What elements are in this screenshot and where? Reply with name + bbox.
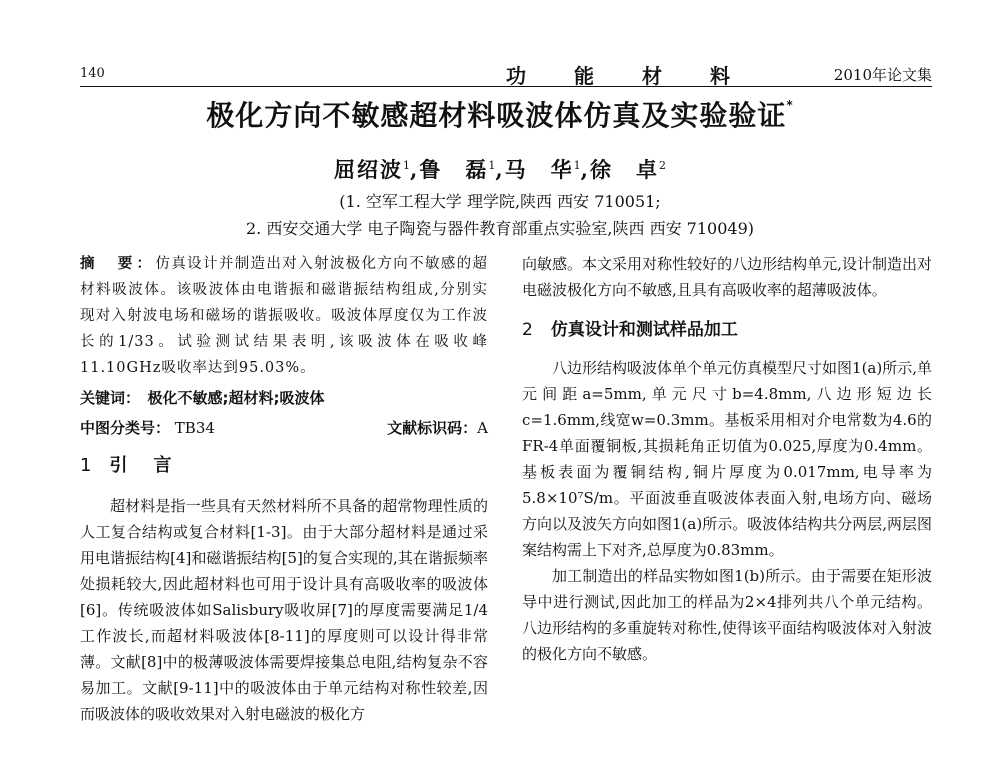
section-2-paragraph-2: 加工制造出的样品实物如图1(b)所示。由于需要在矩形波导中进行测试,因此加工的样品为2×4排列共八个单元结构。八边形结构的多重旋转对称性,使得该平面结构吸波体对入射波的极化方向不敏感。	[522, 567, 932, 663]
issue-label: 2010年论文集	[833, 66, 932, 84]
section-1-heading	[80, 453, 488, 479]
right-column	[522, 251, 932, 667]
author-sup: 1	[488, 159, 496, 172]
doc-label: 文献标识码：	[387, 419, 478, 437]
section-2-heading	[522, 317, 932, 343]
abstract	[80, 251, 488, 381]
continued-paragraph: 向敏感。本文采用对称性较好的八边形结构单元,设计制造出对电磁波极化方向不敏感,且具有高吸收率的超薄吸波体。	[522, 255, 932, 299]
cls-value: TB34	[174, 419, 215, 437]
author-list: 屈绍波$^1$,鲁 磊$^1$,马 华$^1$,徐 卓$^2$	[334, 157, 666, 182]
section-1-number: 1	[80, 455, 96, 476]
section-2-number: 2	[522, 320, 533, 340]
page-number: 140	[80, 66, 105, 81]
abstract-text: 仿真设计并制造出对入射波极化方向不敏感的超材料吸波体。该吸波体由电谐振和磁谐振结构组成,分别实现对入射波电场和磁场的谐振吸收。吸波体厚度仅为工作波长的1/33。试验测试结果表明,该吸波体在吸收峰11.10GHz吸收率达到95.03%。	[80, 256, 489, 376]
section-2-title: 仿真设计和测试样品加工	[550, 320, 738, 340]
author-sup: 1	[573, 159, 581, 172]
running-header	[80, 64, 932, 86]
classification-row	[80, 415, 488, 441]
doc-value: A	[477, 419, 488, 437]
section-1-paragraph: 超材料是指一些具有天然材料所不具备的超常物理性质的人工复合结构或复合材料[1-3]。由于大部分超材料是通过采用电谐振结构[4]和磁谐振结构[5]的复合实现的,其在谐振频率处损耗较大,因此超材料也可用于设计具有高吸收率的吸波体[6]。传统吸波体如Salisbury吸收屏[7]的厚度需要满足1/4工作波长,而超材料吸波体[8-11]的厚度则可以设计得非常薄。文献[8]中的极薄吸波体需要焊接集总电阻,结构复杂不容易加工。文献[9-11]中的吸波体由于单元结构对称性较差,因而吸波体的吸收效果对入射电磁波的极化方	[80, 497, 488, 723]
classification-number	[80, 415, 215, 441]
journal-name: 功能材料	[506, 64, 778, 88]
header-rule	[80, 86, 932, 87]
affiliation-1: (1. 空军工程大学 理学院,陕西 西安 710051;	[339, 192, 661, 211]
abstract-label: 摘 要：	[80, 256, 156, 272]
keywords: 关键词： 极化不敏感;超材料;吸波体	[80, 389, 325, 407]
author: 屈绍波	[334, 157, 404, 182]
section-1-title: 引 言	[109, 455, 176, 476]
title-footnote-mark: *	[786, 97, 794, 112]
author-sup: 2	[658, 159, 666, 172]
left-column	[80, 251, 488, 727]
author: 徐 卓	[589, 157, 659, 182]
cls-label: 中图分类号：	[80, 419, 171, 437]
affiliation-2: 2. 西安交通大学 电子陶瓷与器件教育部重点实验室,陕西 西安 710049)	[245, 219, 755, 238]
paper-title	[0, 94, 1000, 134]
author: 马 华	[504, 157, 574, 182]
author-sup: 1	[403, 159, 411, 172]
title-text: 极化方向不敏感超材料吸波体仿真及实验验证	[206, 99, 787, 132]
author: 鲁 磊	[419, 157, 489, 182]
document-code	[387, 415, 488, 441]
section-2-paragraph-1: 八边形结构吸波体单个单元仿真模型尺寸如图1(a)所示,单元间距a=5mm,单元尺寸b=4.8mm,八边形短边长c=1.6mm,线宽w=0.3mm。基板采用相对介电常数为4.6的FR-4单面覆铜板,其损耗角正切值为0.025,厚度为0.4mm。基板表面为覆铜结构,铜片厚度为0.017mm,电导率为5.8×10⁷S/m。平面波垂直吸波体表面入射,电场方向、磁场方向以及波矢方向如图1(a)所示。吸波体结构共分两层,两层图案结构需上下对齐,总厚度为0.83mm。	[522, 359, 932, 559]
